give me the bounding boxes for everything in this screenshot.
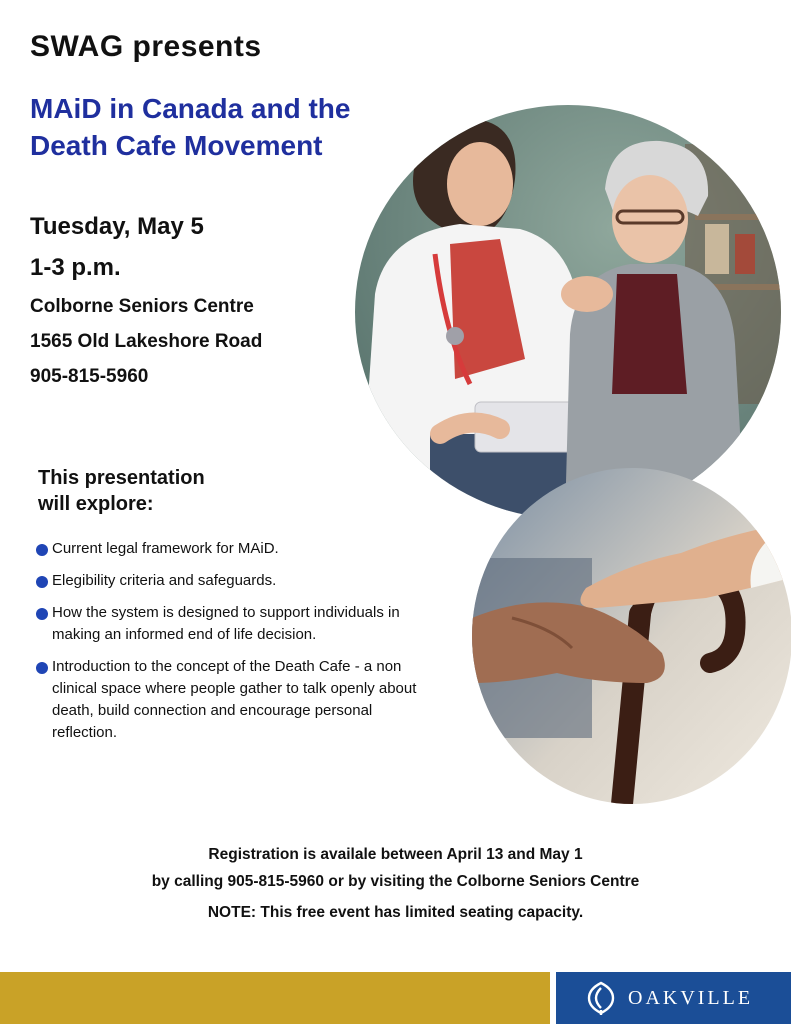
bullet-dot-icon: [36, 576, 48, 588]
registration-line-2: by calling 905-815-5960 or by visiting the Colborne Seniors Centre: [151, 873, 640, 890]
explore-heading: [38, 465, 205, 517]
oak-leaf-icon: [584, 980, 618, 1016]
event-title: [30, 90, 350, 164]
event-phone: 905-815-5960: [30, 366, 149, 387]
registration-note: NOTE: This free event has limited seating capacity.: [207, 904, 584, 921]
list-item: [36, 570, 436, 592]
oakville-logo: [556, 972, 791, 1024]
doctor-senior-photo: [355, 104, 791, 520]
event-venue: Colborne Seniors Centre: [30, 296, 254, 317]
list-item: [36, 602, 436, 646]
list-item-text: Current legal framework for MAiD.: [52, 540, 279, 557]
bullet-dot-icon: [36, 662, 48, 674]
oakville-logo-text: OAKVILLE: [628, 987, 754, 1009]
bullet-dot-icon: [36, 544, 48, 556]
list-item-text: Introduction to the concept of the Death Cafe - a non clinical space where people gather to talk openly about death, build connection and encourage personal reflection.: [52, 658, 417, 741]
event-title-line-2: Death Cafe Movement: [30, 130, 323, 161]
presenter-heading: SWAG presents: [30, 30, 262, 63]
footer-gold-band: [0, 972, 550, 1024]
explore-heading-line-1: This presentation: [38, 467, 205, 489]
list-item-text: Elegibility criteria and safeguards.: [52, 572, 277, 589]
event-title-line-1: MAiD in Canada and the: [30, 93, 351, 124]
explore-list: [36, 538, 436, 754]
event-address: 1565 Old Lakeshore Road: [30, 331, 263, 352]
registration-line-1: Registration is availale between April 13 and May 1: [208, 846, 583, 863]
event-details: [30, 212, 262, 388]
explore-heading-line-2: will explore:: [38, 493, 154, 515]
event-time: 1-3 p.m.: [30, 254, 121, 281]
list-item-text: How the system is designed to support individuals in making an informed end of life decision.: [52, 604, 400, 643]
list-item: [36, 656, 436, 744]
list-item: [36, 538, 436, 560]
bullet-dot-icon: [36, 608, 48, 620]
event-date: Tuesday, May 5: [30, 213, 204, 240]
hands-cane-photo: [472, 468, 791, 804]
